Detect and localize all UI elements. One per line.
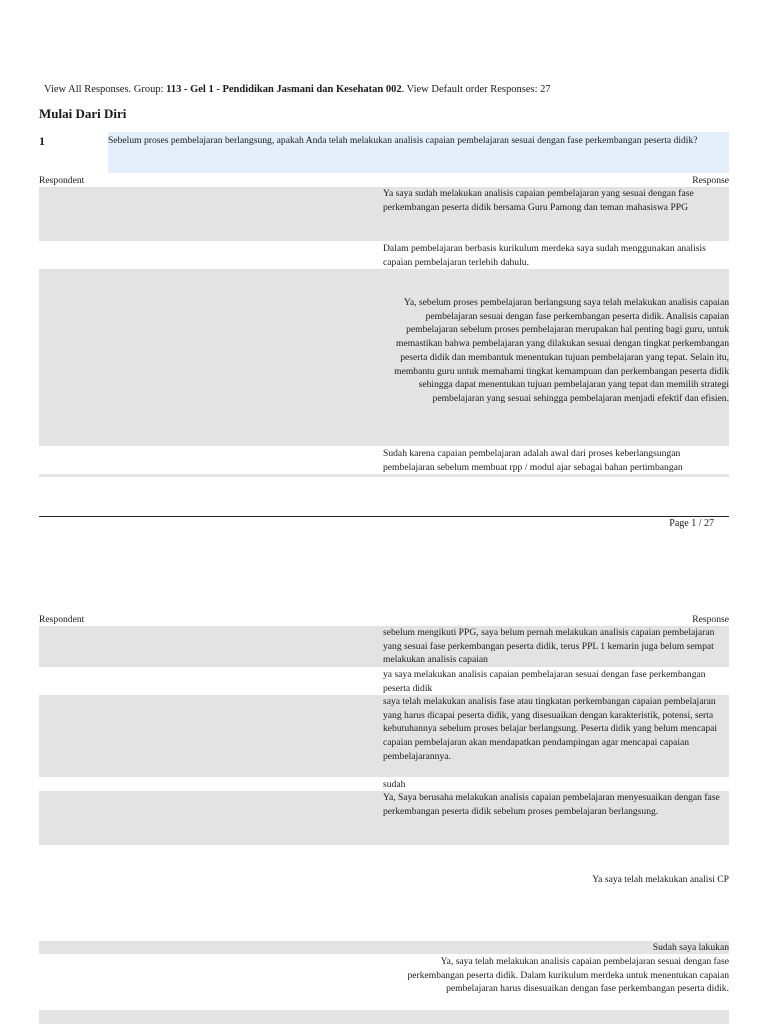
response-text: Ya saya sudah melakukan analisis capaian pembelajaran yang sesuai dengan fase perkembangan peserta didik bersama Guru Pamong dan teman mahasiswa PPG [383, 188, 694, 213]
response-text: Sudah karena capaian pembelajaran adalah awal dari proses keberlangsungan pembelajaran sebelum membuat rpp / modul ajar sebagai bahan pertimbangan [383, 448, 683, 473]
response-text: sudah [383, 779, 406, 790]
header-prefix: View All Responses. Group: [44, 84, 167, 95]
table-row [39, 474, 729, 477]
question-number: 1 [39, 134, 45, 148]
response-text: Sudah saya lakukan [652, 942, 729, 953]
section-title: Mulai Dari Diri [39, 106, 127, 121]
response-column-header: Response [692, 175, 729, 186]
table-row [39, 1010, 729, 1024]
respondent-column-header: Respondent [39, 175, 85, 186]
response-text: Dalam pembelajaran berbasis kurikulum merdeka saya sudah menggunakan analisis capaian pembelajaran terlebih dahulu. [383, 243, 706, 268]
response-text: sebelum mengikuti PPG, saya belum pernah melakukan analisis capaian pembelajaran yang sesuai fase perkembangan peserta didik, terus PPL 1 kemarin juga belum sempat melakukan analisis capaian [383, 627, 715, 666]
response-text: ya saya melakukan analisis capaian pembelajaran sesuai dengan fase perkembangan peserta didik [383, 669, 706, 694]
response-text: Ya, saya telah melakukan analisis capaian pembelajaran sesuai dengan fase perkembangan peserta didik. Dalam kurikulum merdeka untuk menentukan capaian pembelajaran harus disesuaikan dengan fase perkembangan peserta didik. [407, 956, 729, 995]
header-suffix: . View Default order Responses: 27 [401, 84, 551, 95]
header-group: 113 - Gel 1 - Pendidikan Jasmani dan Kesehatan 002 [166, 84, 402, 95]
question-text: Sebelum proses pembelajaran berlangsung, apakah Anda telah melakukan analisis capaian pembelajaran sesuai dengan fase perkembangan peserta didik? [108, 135, 698, 146]
page-divider [39, 516, 729, 517]
report-header [44, 84, 551, 95]
response-text: Ya, Saya berusaha melakukan analisis capaian pembelajaran menyesuaikan dengan fase perkembangan peserta didik sebelum proses pembelajaran berlangsung. [383, 792, 720, 817]
response-text: saya telah melakukan analisis fase atau tingkatan perkembangan capaian pembelajaran yang harus dicapai peserta didik, yang disesuaikan dengan karakteristik, potensi, serta kebutuhannya sebelum proses belajar berlangsung. Peserta didik yang belum mencapai capaian pembelajaran akan mendapatkan pendampingan agar mencapai capaian pembelajarannya. [383, 696, 718, 762]
response-text: Ya, sebelum proses pembelajaran berlangsung saya telah melakukan analisis capaian pembelajaran sesuai dengan fase perkembangan peserta didik. Analisis capaian pembelajaran sebelum proses pembelajaran merupakan hal penting bagi guru, untuk memastikan bahwa pembelajaran yang dilakukan sesuai dengan tingkat perkembangan peserta didik dan membantuk menentukan tujuan pembelajaran yang tepat. Selain itu, membantu guru untuk memahami tingkat kemampuan dan perkembangan peserta didik sehingga dapat menentukan tujuan pembelajaran yang tepat dan memilih strategi pembelajaran yang sesuai sehingga pembelajaran menjadi efektif dan efisien. [394, 297, 729, 404]
respondent-column-header: Respondent [39, 614, 85, 625]
page-number: Page 1 / 27 [669, 518, 714, 529]
response-text: Ya saya telah melakukan analisi CP [592, 874, 729, 885]
response-column-header: Response [692, 614, 729, 625]
